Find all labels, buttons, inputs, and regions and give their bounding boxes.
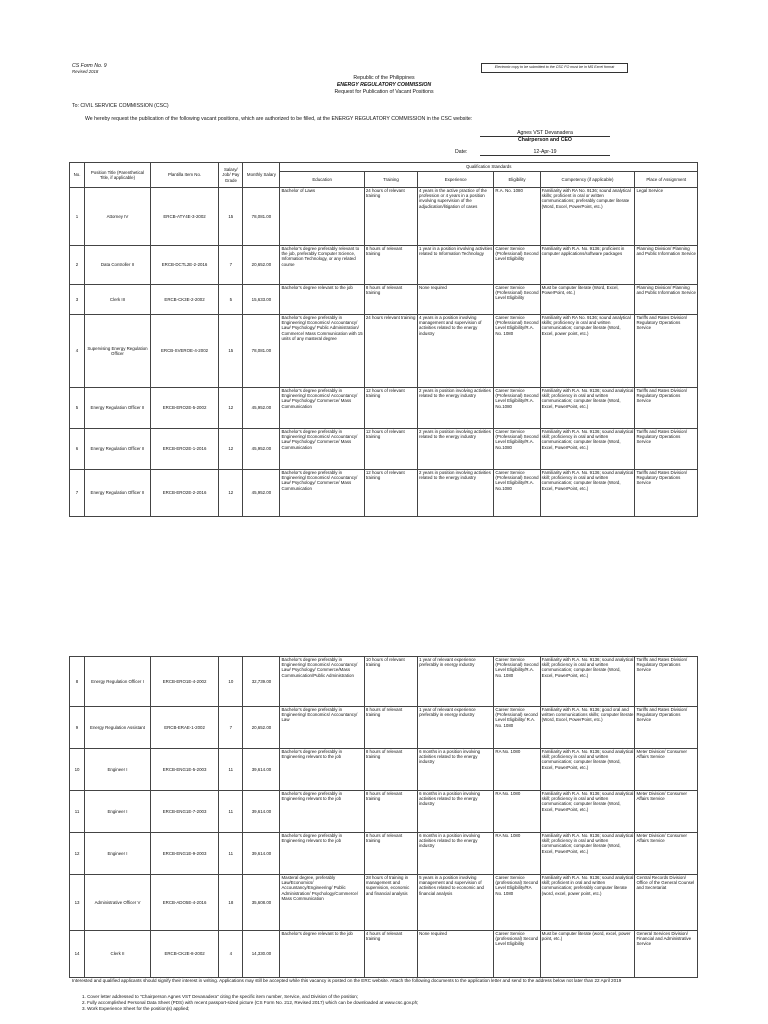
cell-education: Bachelor's degree preferably in Engineering/ Economics/ Accountancy/ Law/ Psychology/ Commerce/ Mass Communication <box>280 429 364 470</box>
cell-place: General Services Division/ Financial and Administrative Service <box>635 931 698 978</box>
agency-name: ENERGY REGULATORY COMMISSION <box>336 82 432 88</box>
form-number: CS Form No. 9 <box>72 63 107 69</box>
vacancy-table-page1 <box>69 162 698 517</box>
table-row <box>70 931 698 978</box>
cell-eligibility: Career Service (Professional) Second Level Eligibility/R.A. No. 1080 <box>494 315 540 388</box>
cell-experience: 5 years in a position involving management and supervision of activities related to economic and financial analysis <box>418 875 494 931</box>
cell-place: Tariffs and Rates Division/ Regulatory Operations Service <box>635 470 698 517</box>
cell-training: 8 hours of relevant training <box>364 707 417 749</box>
cell-competency: Familiarity with R.A. No. 9136; sound analytical skill; proficiency in oral and written communication; computer literate (Word, Excel, PowerPoint, etc.) <box>540 470 635 517</box>
cell-position: Engineer I <box>85 749 151 791</box>
cell-position: Engineer I <box>85 833 151 875</box>
cell-education: Bachelor's degree preferably in Engineering/ Economics/ Accountancy/ Law/ Psychology/ Public Administration/ Commerce/ Mass Communication with 15 units of any masteral degree <box>280 315 364 388</box>
cell-position: Clerk II <box>85 931 151 978</box>
vacancy-table-page2 <box>69 656 698 978</box>
cell-place: Planning Division/ Planning and Public Information Service <box>635 246 698 285</box>
cell-no: 1 <box>70 188 85 246</box>
cell-training: 4 hours of relevant training <box>364 931 417 978</box>
application-instructions: Interested and qualified applicants should signify their interest in writing. Applications may still be accepted while this vacancy is posted on the ERC website. Attach the following documents to the application letter and send to the address below not later than 22 April 2019 <box>72 978 622 983</box>
cell-item: ERCB-ERO2E-5-2002 <box>150 388 218 429</box>
col-eligibility-header: Eligibility <box>494 172 540 188</box>
cell-salary: 32,739.00 <box>243 657 280 707</box>
cell-no: 5 <box>70 388 85 429</box>
cell-no: 8 <box>70 657 85 707</box>
cell-competency: Familiarity with R.A. No. 9136; sound analytical skill; proficiency in oral and written communication; computer literate (Word, Excel, PowerPoint, etc.) <box>540 388 635 429</box>
signatory-name: Agnes VST Devanadera <box>517 130 573 136</box>
col-salary-header: Monthly Salary <box>243 163 280 188</box>
addressee: To: CIVIL SERVICE COMMISSION (CSC) <box>72 103 169 109</box>
cell-training: 8 hours of relevant training <box>364 246 417 285</box>
cell-salary: 39,614.00 <box>243 833 280 875</box>
cell-position: Administrative Officer V <box>85 875 151 931</box>
cell-salary: 39,614.00 <box>243 791 280 833</box>
cell-grade: 12 <box>219 388 243 429</box>
cell-experience: 6 months in a position involving activities related to the energy industry <box>418 833 494 875</box>
cell-salary: 35,608.00 <box>243 875 280 931</box>
cell-training: 10 hours of relevant training <box>364 657 417 707</box>
cell-eligibility: Career Service (Professional) Second Level Eligibility <box>494 285 540 315</box>
cell-place: Tariffs and Rates Division/ Regulatory Operations Service <box>635 315 698 388</box>
electronic-copy-note: Electronic copy to be submitted to the CSC FO must be in MS Excel format <box>481 63 628 73</box>
cell-competency: Must be computer literate (Word, Excel, PowerPoint, etc.) <box>540 285 635 315</box>
cell-salary: 14,330.00 <box>243 931 280 978</box>
cell-competency: Familiarity with RA No. 9136; sound analytical skills; proficient in oral or written communications; preferably computer literate (Word, Excel, PowerPoint, etc.) <box>540 188 635 246</box>
cell-place: Tariffs and Rates Division/ Regulatory Operations Service <box>635 388 698 429</box>
cell-eligibility: Career Service (Professional) Second Level Eligibility/R.A. No.1080 <box>494 429 540 470</box>
cell-training: 24 hours relevant training <box>364 315 417 388</box>
cell-item: ERCB-ERO2E-2-2016 <box>150 470 218 517</box>
table-row <box>70 875 698 931</box>
cell-position: Energy Regulation Officer I <box>85 657 151 707</box>
cell-experience: 6 months in a position involving activities related to the energy industry <box>418 791 494 833</box>
cell-experience: None required <box>418 285 494 315</box>
cell-education: Masteral degree, preferably Law/Economics/ Accountancy/Engineering/ Public Administration/ Psychology/Commerce/ Mass Communication <box>280 875 364 931</box>
cell-item: ERCB-ADO5E-4-2016 <box>150 875 218 931</box>
cell-grade: 15 <box>219 188 243 246</box>
col-position-header: Position Title (Parenthetical Title, if applicable) <box>85 163 151 188</box>
table-row <box>70 657 698 707</box>
cell-place: Meter Division/ Consumer Affairs Service <box>635 833 698 875</box>
cell-training: 12 hours of relevant training <box>364 470 417 517</box>
cell-no: 11 <box>70 791 85 833</box>
cell-education: Bachelor's degree preferably in Engineering/ Economics/ Accountancy/ Law/ Psychology/ Commerce/ Mass Communication <box>280 388 364 429</box>
cell-training: 8 hours of relevant training <box>364 791 417 833</box>
republic-line: Republic of the Philippines <box>353 75 415 81</box>
cell-eligibility: RA No. 1080 <box>494 749 540 791</box>
cell-eligibility: Career Service (Professional) Second Level Eligibility/R.A. No. 1080 <box>494 657 540 707</box>
cell-training: 28 hours of training in management and supervision, economic and financial analysis <box>364 875 417 931</box>
cell-education: Bachelor's degree relevant to the job <box>280 931 364 978</box>
intro-paragraph: We hereby request the publication of the following vacant positions, which are authorized to be filled, at the ENERGY REGULATORY COMMISSION in the CSC website: <box>85 116 473 122</box>
cell-education: Bachelor of Laws <box>280 188 364 246</box>
cell-no: 14 <box>70 931 85 978</box>
col-experience-header: Experience <box>418 172 494 188</box>
col-no-header: No. <box>70 163 85 188</box>
requirement-item-3: 3. Work Experience Sheet for the position(s) applied; <box>82 1006 190 1011</box>
table-row <box>70 470 698 517</box>
cell-experience: 2 years in position involving activities related to the energy industry <box>418 388 494 429</box>
table-row <box>70 749 698 791</box>
cell-eligibility: Career Service (Professional) Second Level Eligibility/R.A. No.1080 <box>494 470 540 517</box>
table-row <box>70 707 698 749</box>
date-label: Date: <box>455 149 468 155</box>
table-row <box>70 188 698 246</box>
cell-item: ERCB-ENG1E-9-2003 <box>150 833 218 875</box>
cell-no: 3 <box>70 285 85 315</box>
cell-item: ERCB-CK3E-2-2002 <box>150 285 218 315</box>
cell-eligibility: RA No. 1080 <box>494 791 540 833</box>
date-value: 12-Apr-19 <box>480 149 610 156</box>
cell-education: Bachelor's degree relevant to the job <box>280 285 364 315</box>
table-row <box>70 833 698 875</box>
cell-grade: 7 <box>219 707 243 749</box>
cell-salary: 45,952.00 <box>243 429 280 470</box>
cell-no: 12 <box>70 833 85 875</box>
request-title: Request for Publication of Vacant Positions <box>334 89 434 95</box>
cell-no: 10 <box>70 749 85 791</box>
cell-item: ERCB-CK2E-8-2002 <box>150 931 218 978</box>
cell-eligibility: Career Service (professional) Second Level Eligibility/RA No. 1080 <box>494 875 540 931</box>
cell-salary: 20,652.00 <box>243 246 280 285</box>
cell-position: Energy Regulation Assistant <box>85 707 151 749</box>
cell-no: 7 <box>70 470 85 517</box>
form-revision: Revised 2018 <box>72 69 99 74</box>
cell-experience: 2 years in position involving activities related to the energy industry <box>418 470 494 517</box>
table-row <box>70 429 698 470</box>
cell-item: ERCB-ERAE-1-2002 <box>150 707 218 749</box>
cell-competency: Familiarity with RA No. 9136; sound analytical skills; proficiency in oral and written communication; computer literate (Word, Excel, power point, etc.) <box>540 315 635 388</box>
cell-place: Meter Division/ Consumer Affairs Service <box>635 749 698 791</box>
cell-place: Meter Division/ Consumer Affairs Service <box>635 791 698 833</box>
cell-place: Legal Service <box>635 188 698 246</box>
requirement-item-2: 2. Fully accomplished Personal Data Sheet (PDS) with recent passport-sized picture (CS Form No. 212, Revised 2017) which can be downloaded at www.csc.gov.ph; <box>82 1000 419 1005</box>
cell-training: 8 hours of relevant training <box>364 749 417 791</box>
col-education-header: Education <box>280 172 364 188</box>
cell-grade: 12 <box>219 429 243 470</box>
cell-experience: 1 year of relevant experience preferably in energy industry <box>418 707 494 749</box>
cell-place: Planning Division/ Planning and Public Information Service <box>635 285 698 315</box>
cell-experience: 2 years in position involving activities related to the energy industry <box>418 429 494 470</box>
cell-grade: 11 <box>219 833 243 875</box>
cell-position: Engineer I <box>85 791 151 833</box>
cell-training: 12 hours of relevant training <box>364 429 417 470</box>
col-training-header: Training <box>364 172 417 188</box>
cell-place: Tariffs and Rates Division/ Regulatory Operations Service <box>635 429 698 470</box>
cell-eligibility: RA No. 1080 <box>494 833 540 875</box>
cell-position: Clerk III <box>85 285 151 315</box>
cell-salary: 45,952.00 <box>243 388 280 429</box>
col-competency-header: Competency (if applicable) <box>540 172 635 188</box>
table-row <box>70 791 698 833</box>
cell-education: Bachelor's degree preferably in Engineering/ Economics/ Accountancy/ Law <box>280 707 364 749</box>
cell-position: Supervising Energy Regulation Officer <box>85 315 151 388</box>
cell-competency: Must be computer literate (word, excel, power point, etc.) <box>540 931 635 978</box>
cell-eligibility: R.A. No. 1080 <box>494 188 540 246</box>
table-row <box>70 285 698 315</box>
cell-grade: 18 <box>219 875 243 931</box>
col-qs-header: Qualification Standards <box>280 163 698 172</box>
cell-no: 6 <box>70 429 85 470</box>
cell-grade: 10 <box>219 657 243 707</box>
cell-training: 12 hours of relevant training <box>364 388 417 429</box>
cell-item: ERCB-ERO2E-1-2016 <box>150 429 218 470</box>
cell-experience: 1 year in a position involving activities related to Information Technology <box>418 246 494 285</box>
signatory-title: Chairperson and CEO <box>518 137 572 143</box>
cell-eligibility: Career Service (Professional) second Level Eligibility/ R.A. No. 1080 <box>494 707 540 749</box>
cell-salary: 45,952.00 <box>243 470 280 517</box>
cell-education: Bachelor's degree preferably in Engineering relevant to the job <box>280 749 364 791</box>
cell-experience: None required <box>418 931 494 978</box>
table-row <box>70 388 698 429</box>
cell-experience: 6 months in a position involving activities related to the energy industry <box>418 749 494 791</box>
requirement-item-1: 1. Cover letter addressed to "Chairperson Agnes VST Devanadera" citing the specific item number, Service, and Division of the position; <box>82 994 359 999</box>
cell-item: ERCB-ATY4E-3-2002 <box>150 188 218 246</box>
cell-eligibility: Career Service (professional) Second Level Eligibility <box>494 931 540 978</box>
cell-salary: 78,081.00 <box>243 315 280 388</box>
cell-grade: 12 <box>219 470 243 517</box>
cell-salary: 39,614.00 <box>243 749 280 791</box>
table-row <box>70 246 698 285</box>
cell-competency: Familiarity with R.A. No. 9136; sound analytical skill; proficiency in oral and written communication; computer literate (Word, Excel, PowerPoint, etc.) <box>540 791 635 833</box>
cell-grade: 11 <box>219 749 243 791</box>
cell-no: 2 <box>70 246 85 285</box>
col-grade-header: Salary/ Job/ Pay Grade <box>219 163 243 188</box>
cell-training: 8 hours of relevant training <box>364 833 417 875</box>
cell-competency: Familiarity with R.A. No. 9136; sound analytical skill; proficiency in oral and written communication; computer literate (Word, Excel, PowerPoint, etc.) <box>540 657 635 707</box>
cell-position: Data Controller II <box>85 246 151 285</box>
cell-competency: Familiarity with R.A. No. 9136; sound analytical skill; proficiency in oral and written communication; computer literate (Word, Excel, PowerPoint, etc.) <box>540 749 635 791</box>
cell-place: Central Records Division/ Office of the General Counsel and Secretariat <box>635 875 698 931</box>
cell-education: Bachelor's degree preferably in Engineering/ Economics/ Accountancy/ Law/ Psychology/ Commerce/ Mass Communication <box>280 470 364 517</box>
cell-grade: 11 <box>219 791 243 833</box>
cell-item: ERCB-ENG1E-7-2003 <box>150 791 218 833</box>
cell-salary: 78,081.00 <box>243 188 280 246</box>
cell-training: 8 hours of relevant training <box>364 285 417 315</box>
cell-item: ERCB-ENG1E-5-2003 <box>150 749 218 791</box>
col-item-header: Plantilla Item No. <box>150 163 218 188</box>
cell-competency: Familiarity with R.A. No. 9136; sound analytical skill; proficiency in oral and written communication; computer literate (Word, Excel, PowerPoint, etc.) <box>540 833 635 875</box>
cell-no: 9 <box>70 707 85 749</box>
cell-position: Attorney IV <box>85 188 151 246</box>
cell-competency: Familiarity with R.A. No. 9136; proficient in computer applications/software packages <box>540 246 635 285</box>
cell-education: Bachelor's degree preferably relevant to the job, preferably Computer Science, Information Technology, or any related course <box>280 246 364 285</box>
cell-no: 4 <box>70 315 85 388</box>
cell-training: 24 hours of relevant training <box>364 188 417 246</box>
cell-position: Energy Regulation Officer II <box>85 470 151 517</box>
cell-grade: 7 <box>219 246 243 285</box>
cell-education: Bachelor's degree preferably in Engineering/ Economics/ Accountancy/ Law/ Psychology/ Commerce/Mass Communication/Public Administration <box>280 657 364 707</box>
cell-item: ERCB-SVEROE-4-2002 <box>150 315 218 388</box>
cell-item: ERCB-ERO1E-4-2002 <box>150 657 218 707</box>
cell-eligibility: Career Service (Professional) Second Level Eligibility <box>494 246 540 285</box>
cell-competency: Familiarity with R.A. No. 9136; good oral and written communications skills; computer literate (Word, Excel, PowerPoint, etc.) <box>540 707 635 749</box>
cell-experience: 1 year of relevant experience preferably in energy industry <box>418 657 494 707</box>
cell-grade: 5 <box>219 285 243 315</box>
cell-education: Bachelor's degree preferably in Engineering relevant to the job <box>280 791 364 833</box>
cell-competency: Familiarity with R.A. No. 9136; sound analytical skill; proficient in oral and written communication; preferably computer literate (word, excel, power point, etc.) <box>540 875 635 931</box>
table-row <box>70 315 698 388</box>
cell-place: Tariffs and Rates Division/ Regulatory Operations Service <box>635 657 698 707</box>
cell-position: Energy Regulation Officer II <box>85 388 151 429</box>
col-place-header: Place of Assignment <box>635 172 698 188</box>
cell-salary: 15,633.00 <box>243 285 280 315</box>
cell-experience: 4 years in a position involving management and supervision of activities related to the energy industry <box>418 315 494 388</box>
cell-competency: Familiarity with R.A. No. 9136; sound analytical skill; proficiency in oral and written communication; computer literate (Word, Excel, PowerPoint, etc.) <box>540 429 635 470</box>
cell-place: Tariffs and Rates Division/ Regulatory Operations Service <box>635 707 698 749</box>
cell-education: Bachelor's degree preferably in Engineering relevant to the job <box>280 833 364 875</box>
cell-grade: 4 <box>219 931 243 978</box>
cell-grade: 15 <box>219 315 243 388</box>
cell-item: ERCB-DCTL2E-2-2016 <box>150 246 218 285</box>
cell-experience: 4 years in the active practice of the profession or 4 years in a position involving supervision of the adjudication/litigation of cases <box>418 188 494 246</box>
cell-salary: 20,652.00 <box>243 707 280 749</box>
cell-eligibility: Career Service (Professional) Second Level Eligibility/R.A. No.1080 <box>494 388 540 429</box>
cell-no: 13 <box>70 875 85 931</box>
cell-position: Energy Regulation Officer II <box>85 429 151 470</box>
